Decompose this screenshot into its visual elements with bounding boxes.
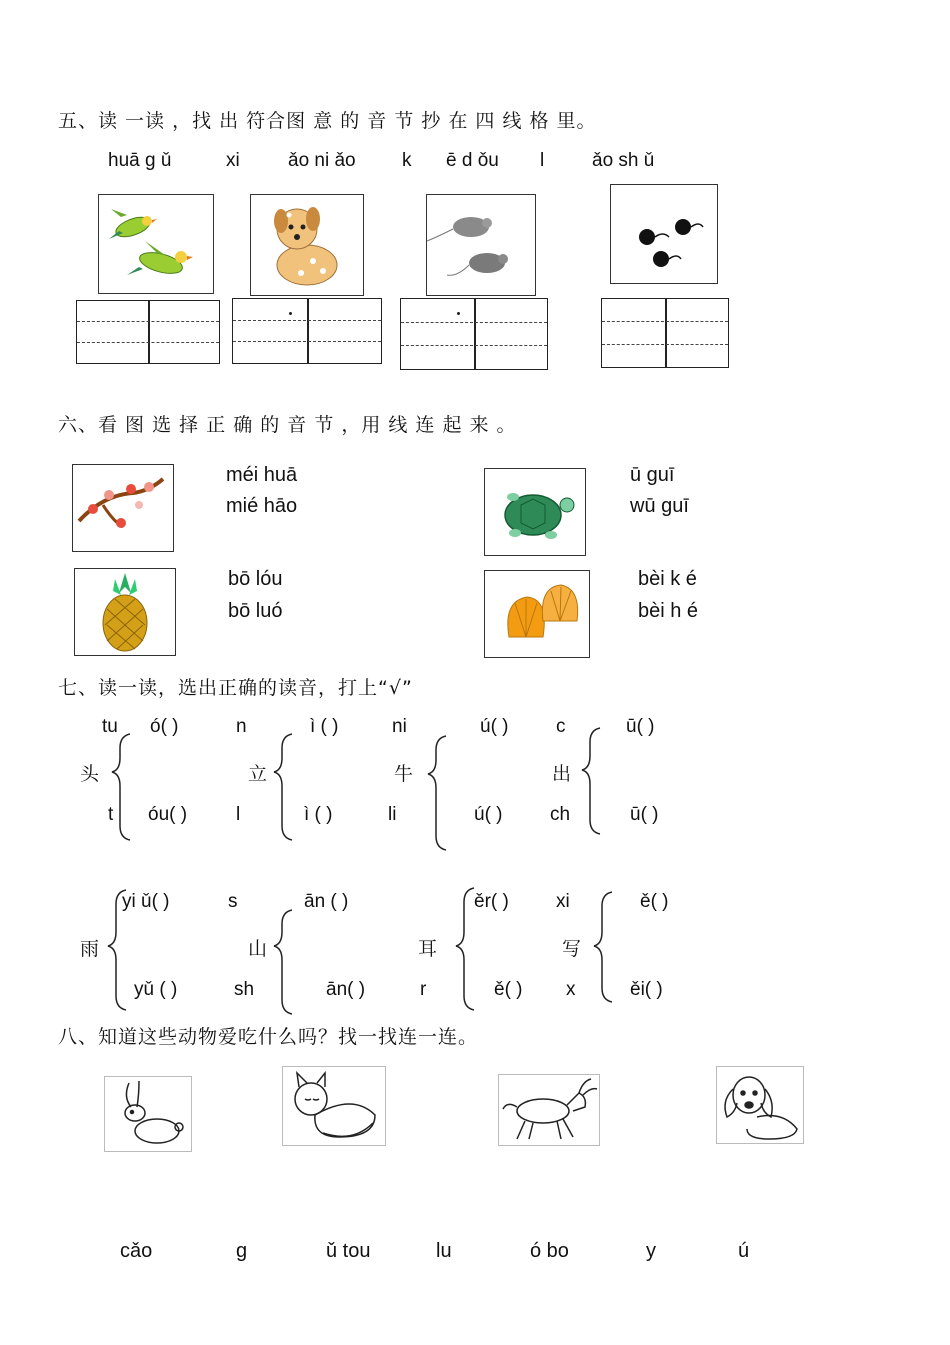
- option-a: bō lóu: [228, 568, 283, 590]
- pinyin: li: [388, 804, 397, 825]
- syllable: ǎo ni ǎo: [288, 150, 356, 171]
- choice-option[interactable]: yi ǔ( ): [122, 891, 170, 912]
- choice-option[interactable]: óu( ): [148, 804, 188, 825]
- hanzi-char: 耳: [418, 938, 438, 960]
- pinyin: l: [236, 804, 241, 825]
- choice-option[interactable]: ì ( ): [310, 716, 339, 737]
- rabbit-picture: [104, 1076, 192, 1152]
- goat-picture: [498, 1074, 600, 1146]
- syllable: l: [540, 150, 545, 171]
- pinyin: x: [566, 979, 576, 1000]
- section5-title: 五、读 一读 ，找 出 符合图 意 的 音 节 抄 在 四 线 格 里。: [58, 110, 597, 132]
- hanzi-char: 头: [80, 763, 100, 785]
- sleeping-cat-icon: [295, 1073, 375, 1137]
- pinyin: ch: [550, 804, 571, 825]
- hanzi-char: 写: [562, 938, 582, 960]
- section6-title: 六、看 图 选 择 正 确 的 音 节 ，用 线 连 起 来 。: [58, 414, 517, 436]
- hanzi-char: 出: [552, 763, 572, 785]
- pinyin: t: [108, 804, 114, 825]
- option-b: bō luó: [228, 600, 283, 622]
- option-a: bèi k é: [638, 568, 697, 590]
- option-b: bèi h é: [638, 600, 699, 622]
- syllable: ē d ǒu: [446, 150, 499, 171]
- choice-option[interactable]: ì ( ): [304, 804, 333, 825]
- pinyin: r: [420, 979, 427, 1000]
- choice-option[interactable]: ěi( ): [630, 979, 663, 1000]
- choice-option[interactable]: ě( ): [494, 979, 523, 1000]
- section8-title: 八、知道这些动物爱吃什么吗？找一找连一连。: [58, 1026, 479, 1048]
- cat-picture: [282, 1066, 386, 1146]
- syllable: cǎo: [120, 1240, 153, 1262]
- pinyin: c: [556, 716, 566, 737]
- syllable: ǔ tou: [326, 1240, 371, 1262]
- choice-option[interactable]: ě( ): [640, 891, 669, 912]
- section7-title: 七、读一读，选出正确的读音，打上“√”: [58, 677, 413, 699]
- syllable: lu: [436, 1240, 452, 1262]
- hanzi-char: 牛: [394, 763, 414, 785]
- option-b: mié hāo: [226, 495, 298, 517]
- syllable: ú: [738, 1240, 750, 1262]
- syllable: ǎo sh ǔ: [592, 150, 655, 171]
- option-b: wū guī: [630, 495, 689, 517]
- pinyin: s: [228, 891, 238, 912]
- syllable: xi: [226, 150, 240, 171]
- syllable: ó bo: [530, 1240, 569, 1262]
- choice-option[interactable]: ū( ): [626, 716, 655, 737]
- hanzi-char: 雨: [80, 938, 100, 960]
- choice-option[interactable]: ú( ): [474, 804, 503, 825]
- option-a: méi huā: [226, 464, 298, 486]
- pinyin: ni: [392, 716, 407, 737]
- dog-sketch-picture: [716, 1066, 804, 1144]
- choice-option[interactable]: ěr( ): [474, 891, 509, 912]
- pinyin: sh: [234, 979, 255, 1000]
- rabbit-icon: [125, 1081, 183, 1143]
- choice-option[interactable]: yǔ ( ): [134, 979, 178, 1000]
- pinyin: tu: [102, 716, 118, 737]
- syllable: huā g ǔ: [108, 150, 172, 171]
- dog-icon: [725, 1077, 797, 1139]
- choice-option[interactable]: ān ( ): [304, 891, 349, 912]
- pinyin: xi: [556, 891, 570, 912]
- syllable: y: [646, 1240, 656, 1262]
- goat-icon: [503, 1079, 597, 1139]
- syllable: g: [236, 1240, 248, 1262]
- option-a: ū guī: [630, 464, 675, 486]
- syllable: k: [402, 150, 412, 171]
- choice-option[interactable]: ū( ): [630, 804, 659, 825]
- hanzi-char: 立: [248, 763, 268, 785]
- choice-option[interactable]: ú( ): [480, 716, 509, 737]
- pinyin: n: [236, 716, 247, 737]
- choice-option[interactable]: ān( ): [326, 979, 366, 1000]
- choice-option[interactable]: ó( ): [150, 716, 179, 737]
- hanzi-char: 山: [248, 938, 268, 960]
